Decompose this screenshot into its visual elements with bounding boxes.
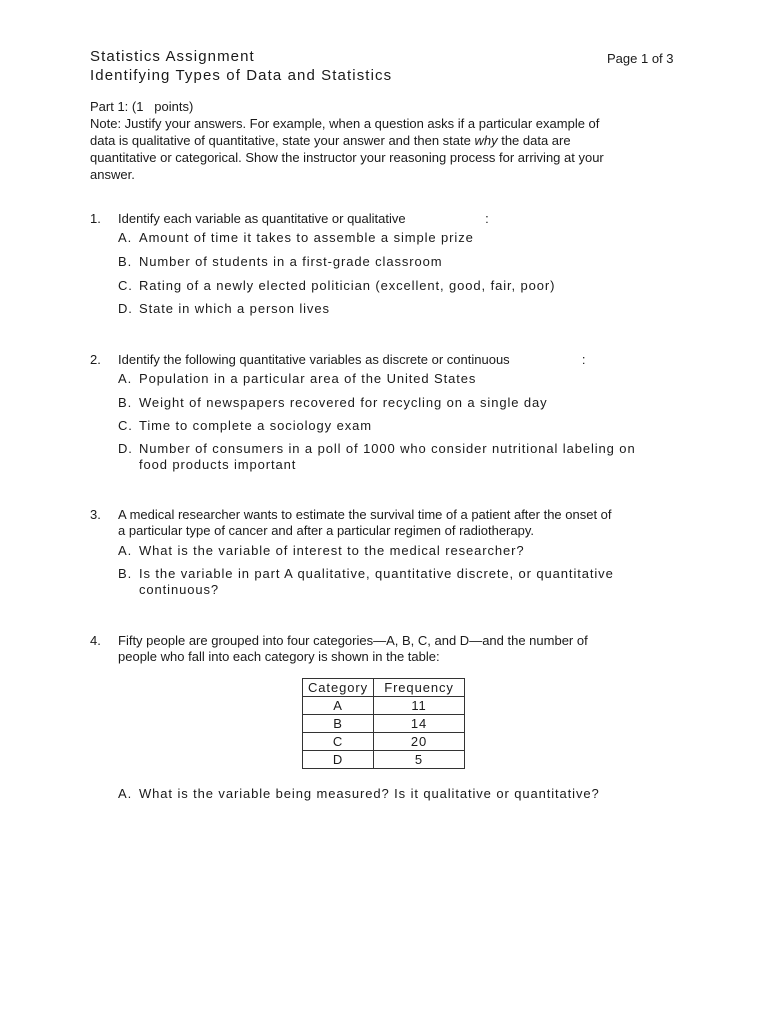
question-text: Identify the following quantitative variables as discrete or continuous : [118, 352, 586, 367]
note-line: Note: Justify your answers. For example, when a question asks if a particular example of [90, 116, 600, 131]
item-text: Is the variable in part A qualitative, quantitative discrete, or quantitative [139, 566, 614, 581]
column-header: Frequency [374, 679, 465, 697]
column-header: Category [303, 679, 374, 697]
note-line: quantitative or categorical. Show the instructor your reasoning process for arriving at your [90, 150, 604, 165]
table-row [303, 697, 465, 715]
item-letter: A. [118, 371, 133, 386]
question-number: 3. [90, 507, 101, 522]
category-cell: A [303, 697, 374, 715]
question-number: 2. [90, 352, 101, 367]
item-letter: C. [118, 418, 133, 433]
question-text: Identify each variable as quantitative or qualitative : [118, 211, 489, 226]
item-letter: A. [118, 786, 133, 801]
question-text: Fifty people are grouped into four categories—A, B, C, and D—and the number of [118, 633, 588, 648]
category-cell: D [303, 751, 374, 769]
frequency-table [302, 678, 465, 769]
item-letter: D. [118, 441, 133, 456]
item-text: Weight of newspapers recovered for recycling on a single day [139, 395, 548, 410]
frequency-cell: 5 [374, 751, 465, 769]
item-text: Rating of a newly elected politician (excellent, good, fair, poor) [139, 278, 556, 293]
item-text: food products important [139, 457, 297, 472]
item-text: continuous? [139, 582, 220, 597]
doc-title: Statistics Assignment [90, 48, 255, 65]
item-text: Amount of time it takes to assemble a simple prize [139, 230, 474, 245]
note-emphasis: why [474, 133, 498, 148]
item-text: Number of students in a first-grade classroom [139, 254, 443, 269]
item-letter: B. [118, 254, 133, 269]
item-letter: A. [118, 543, 133, 558]
note-line: answer. [90, 167, 135, 182]
frequency-cell: 11 [374, 697, 465, 715]
item-text: Population in a particular area of the United States [139, 371, 477, 386]
table-row [303, 751, 465, 769]
table-header-row [303, 679, 465, 697]
item-letter: D. [118, 301, 133, 316]
question-text: a particular type of cancer and after a particular regimen of radiotherapy. [118, 523, 534, 538]
note-text: data is qualitative of quantitative, state your answer and then state [90, 133, 475, 148]
item-letter: B. [118, 395, 133, 410]
category-cell: B [303, 715, 374, 733]
note-text: the data are [497, 133, 571, 148]
note-line [90, 132, 571, 149]
item-letter: C. [118, 278, 133, 293]
item-text: State in which a person lives [139, 301, 330, 316]
frequency-cell: 14 [374, 715, 465, 733]
item-text: What is the variable being measured? Is it qualitative or quantitative? [139, 786, 600, 801]
table-row [303, 715, 465, 733]
item-letter: B. [118, 566, 133, 581]
part-heading: Part 1: (1 points) [90, 99, 194, 114]
item-text: Time to complete a sociology exam [139, 418, 372, 433]
item-text: Number of consumers in a poll of 1000 who consider nutritional labeling on [139, 441, 636, 456]
item-text: What is the variable of interest to the medical researcher? [139, 543, 525, 558]
page-number: Page 1 of 3 [607, 51, 674, 66]
table-row [303, 733, 465, 751]
question-number: 1. [90, 211, 101, 226]
question-text: A medical researcher wants to estimate the survival time of a patient after the onset of [118, 507, 612, 522]
frequency-cell: 20 [374, 733, 465, 751]
category-cell: C [303, 733, 374, 751]
question-text: people who fall into each category is shown in the table: [118, 649, 440, 664]
doc-subtitle: Identifying Types of Data and Statistics [90, 67, 393, 84]
item-letter: A. [118, 230, 133, 245]
question-number: 4. [90, 633, 101, 648]
